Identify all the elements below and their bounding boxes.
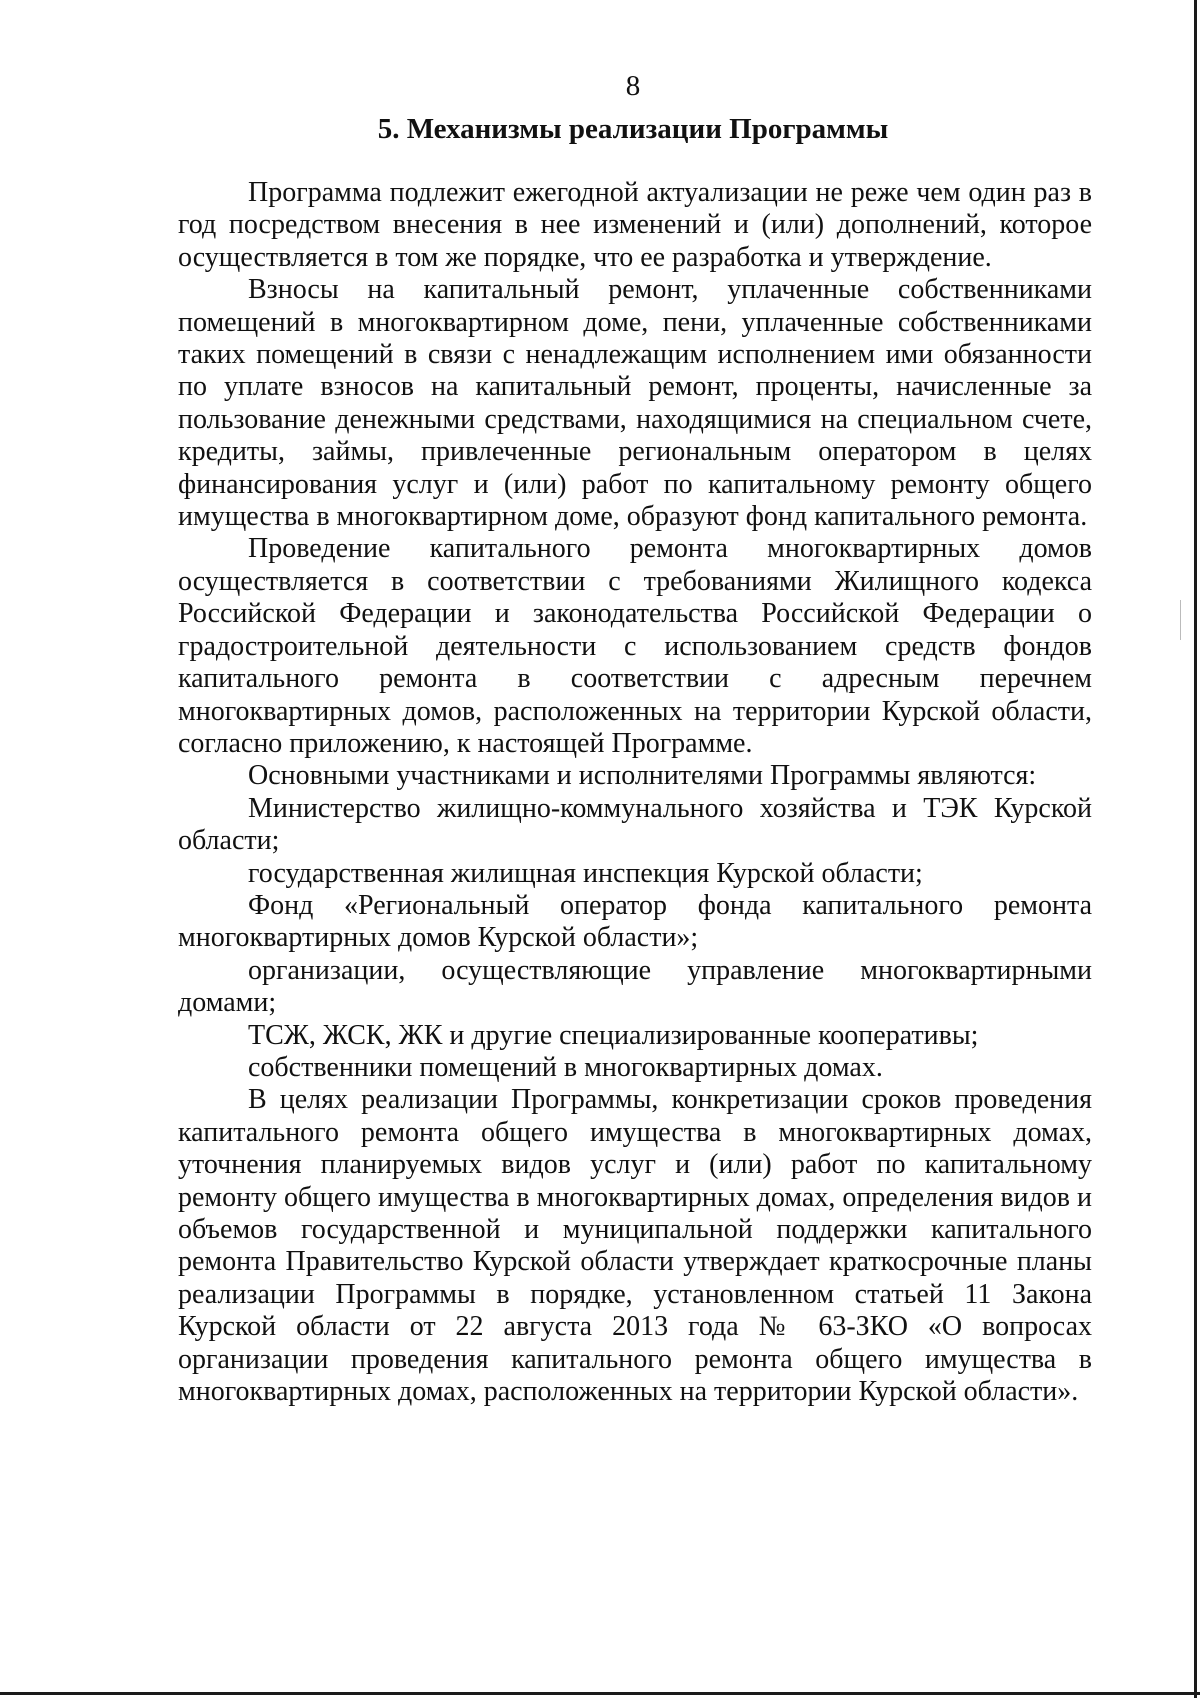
scan-edge-bottom — [0, 1692, 1200, 1695]
page-number: 8 — [625, 70, 641, 102]
scan-mark — [1180, 600, 1181, 640]
participants-intro: Основными участниками и исполнителями Программы являются: — [248, 760, 1037, 792]
paragraph-3: Проведение капитального ремонта многоквартирных домов осуществляется в соответствии с требованиями Жилищного кодекса Российской Федерации и законодательства Российской Федерации о градостроительной деятельности с использованием средств фондов капитального ремонта в соответствии с адресным перечнем многоквартирных домов, расположенных на территории Курской области, согласно приложению, к настоящей Программе. — [178, 533, 1092, 759]
participant-ministry: Министерство жилищно-коммунального хозяйства и ТЭК Курской области; — [178, 792, 1092, 857]
paragraph-1: Программа подлежит ежегодной актуализации не реже чем один раз в год посредством внесения в нее изменений и (или) дополнений, которое осуществляется в том же порядке, что ее разработка и утверждение. — [178, 177, 1092, 273]
participant-management-orgs: организации, осуществляющие управление многоквартирными домами; — [178, 954, 1092, 1019]
body-text — [178, 177, 1092, 1408]
scan-edge-right — [1194, 0, 1197, 1698]
participant-fund: Фонд «Региональный оператор фонда капитального ремонта многоквартирных домов Курской области»; — [178, 889, 1092, 954]
paragraph-final: В целях реализации Программы, конкретизации сроков проведения капитального ремонта общего имущества в многоквартирных домах, уточнения планируемых видов услуг и (или) работ по капитальному ремонту общего имущества в многоквартирных домах, определения видов и объемов государственной и муниципальной поддержки капитального ремонта Правительство Курской области утверждает краткосрочные планы реализации Программы в порядке, установленном статьей 11 Закона Курской области от 22 августа 2013 года № 63-ЗКО «О вопросах организации проведения капитального ремонта общего имущества в многоквартирных домах, расположенных на территории Курской области». — [178, 1084, 1092, 1408]
participant-cooperatives: ТСЖ, ЖСК, ЖК и другие специализированные кооперативы; — [248, 1019, 979, 1051]
section-title: 5. Механизмы реализации Программы — [377, 113, 889, 145]
paragraph-2: Взносы на капитальный ремонт, уплаченные собственниками помещений в многоквартирном доме, пени, уплаченные собственниками таких помещений в связи с ненадлежащим исполнением ими обязанности по уплате взносов на капитальный ремонт, проценты, начисленные за пользование денежными средствами, находящимися на специальном счете, кредиты, займы, привлеченные региональным оператором в целях финансирования услуг и (или) работ по капитальному ремонту общего имущества в многоквартирном доме, образуют фонд капитального ремонта. — [178, 274, 1092, 533]
participant-inspection: государственная жилищная инспекция Курской области; — [248, 857, 923, 889]
participant-owners: собственники помещений в многоквартирных домах. — [248, 1051, 883, 1083]
